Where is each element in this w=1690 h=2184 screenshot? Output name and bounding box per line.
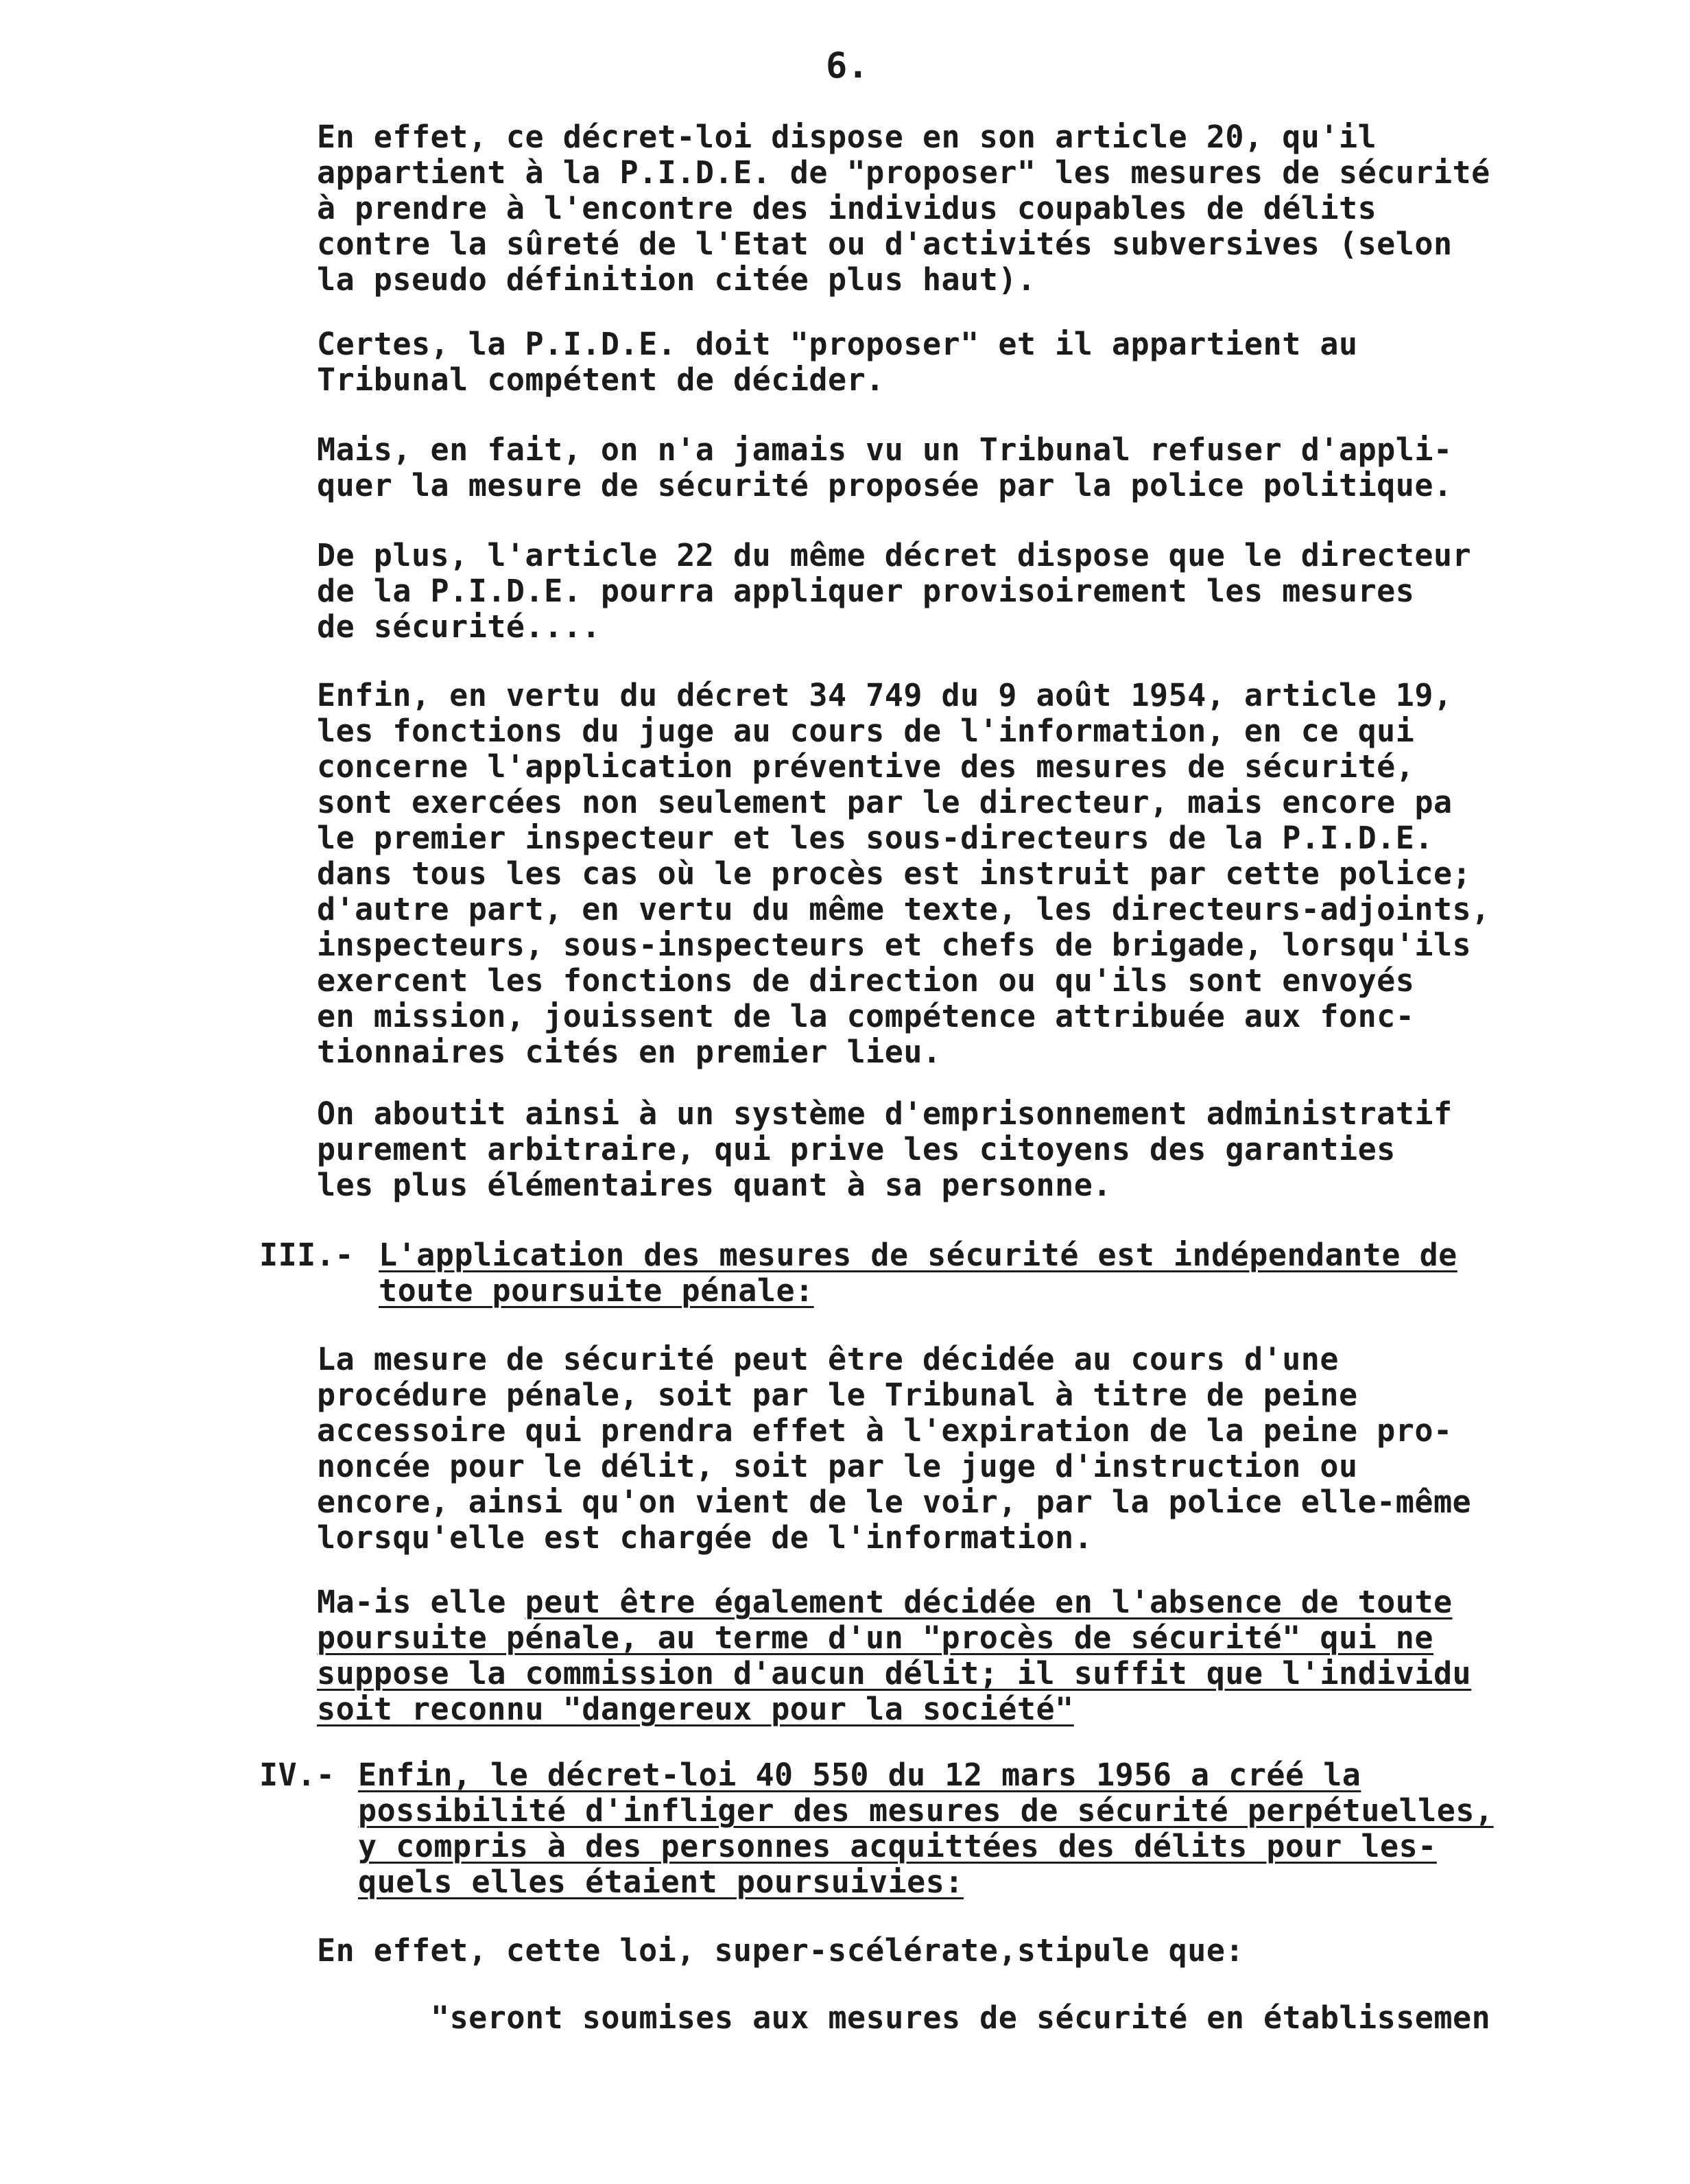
text-line: quels elles étaient poursuivies:	[358, 1864, 964, 1900]
text-segment: Ma-is elle	[317, 1584, 525, 1620]
text-line: encore, ainsi qu'on vient de le voir, par la police elle-même	[317, 1484, 1472, 1520]
section-title	[379, 1237, 1457, 1309]
text-line: procédure pénale, soit par le Tribunal à titre de peine	[317, 1377, 1358, 1413]
text-line: à prendre à l'encontre des individus coupables de délits	[317, 190, 1377, 226]
text-line: les fonctions du juge au cours de l'information, en ce qui	[317, 713, 1415, 749]
text-line: dans tous les cas où le procès est instruit par cette police;	[317, 855, 1472, 892]
text-line: Tribunal compétent de décider.	[317, 361, 885, 398]
paragraph-mais-en-fait	[317, 432, 1634, 503]
text-line: inspecteurs, sous-inspecteurs et chefs de brigade, lorsqu'ils	[317, 927, 1472, 963]
text-line: d'autre part, en vertu du même texte, les directeurs-adjoints,	[317, 891, 1490, 927]
text-line: de sécurité....	[317, 608, 601, 645]
text-line: Enfin, le décret-loi 40 550 du 12 mars 1956 a créé la	[358, 1757, 1361, 1793]
text-line: toute poursuite pénale:	[379, 1272, 814, 1309]
text-line: en mission, jouissent de la compétence attribuée aux fonc-	[317, 998, 1415, 1034]
text-line: quer la mesure de sécurité proposée par la police politique.	[317, 467, 1453, 503]
text-line: possibilité d'infliger des mesures de sécurité perpétuelles,	[358, 1792, 1494, 1829]
text-line: En effet, cette loi, super-scélérate,stipule que:	[317, 1932, 1245, 1969]
text-line: de la P.I.D.E. pourra appliquer provisoirement les mesures	[317, 573, 1415, 609]
text-line: Certes, la P.I.D.E. doit "proposer" et il appartient au	[317, 326, 1358, 362]
text-line: purement arbitraire, qui prive les citoyens des garanties	[317, 1131, 1396, 1167]
text-line: le premier inspecteur et les sous-directeurs de la P.I.D.E.	[317, 820, 1433, 856]
paragraph-article-20	[317, 119, 1634, 298]
section-number: IV.-	[259, 1757, 335, 1793]
text-line	[317, 1584, 1634, 1620]
underlined-text: poursuite pénale, au terme d'un "procès de sécurité" qui ne	[317, 1619, 1433, 1656]
text-line: contre la sûreté de l'Etat ou d'activités subversives (selon	[317, 226, 1453, 262]
text-line: concerne l'application préventive des mesures de sécurité,	[317, 748, 1415, 785]
text-line: la pseudo définition citée plus haut).	[317, 261, 1036, 298]
text-line: y compris à des personnes acquittées des délits pour les-	[358, 1828, 1437, 1864]
quoted-text: "seront soumises aux mesures de sécurité en établissemen	[431, 1999, 1491, 2036]
paragraph-article-22	[317, 538, 1634, 645]
text-line: exercent les fonctions de direction ou qu'ils sont envoyés	[317, 962, 1415, 999]
text-line: sont exercées non seulement par le directeur, mais encore pa	[317, 784, 1453, 820]
section-number: III.-	[259, 1237, 354, 1273]
text-line: Mais, en fait, on n'a jamais vu un Tribunal refuser d'appli-	[317, 431, 1453, 468]
text-line: La mesure de sécurité peut être décidée au cours d'une	[317, 1341, 1339, 1377]
paragraph-decret-34749	[317, 678, 1634, 1070]
text-line: De plus, l'article 22 du même décret dispose que le directeur	[317, 537, 1472, 573]
paragraph-procedure-penale	[317, 1342, 1634, 1556]
text-line: accessoire qui prendra effet à l'expiration de la peine pro-	[317, 1412, 1453, 1449]
paragraph-certes	[317, 327, 1634, 398]
section-title	[358, 1757, 1494, 1900]
text-line: noncée pour le délit, soit par le juge d'instruction ou	[317, 1448, 1358, 1484]
text-line: Enfin, en vertu du décret 34 749 du 9 août 1954, article 19,	[317, 677, 1453, 713]
text-line: On aboutit ainsi à un système d'emprisonnement administratif	[317, 1095, 1453, 1132]
underlined-text: suppose la commission d'aucun délit; il suffit que l'individu	[317, 1655, 1472, 1692]
text-line: lorsqu'elle est chargée de l'information.	[317, 1519, 1093, 1556]
paragraph-emprisonnement	[317, 1096, 1634, 1203]
text-line: L'application des mesures de sécurité est indépendante de	[379, 1237, 1457, 1273]
paragraph-absence-poursuite	[317, 1584, 1634, 1727]
page-number: 6.	[826, 45, 869, 86]
text-line: tionnaires cités en premier lieu.	[317, 1034, 942, 1070]
text-line: En effet, ce décret-loi dispose en son article 20, qu'il	[317, 119, 1377, 155]
paragraph-super-scelerate	[317, 1933, 1634, 1969]
text-line: appartient à la P.I.D.E. de "proposer" les mesures de sécurité	[317, 154, 1490, 191]
underlined-text: peut être également décidée en l'absence de toute	[525, 1584, 1453, 1620]
underlined-text: soit reconnu "dangereux pour la société"	[317, 1691, 1074, 1727]
text-line: les plus élémentaires quant à sa personne.	[317, 1167, 1112, 1203]
